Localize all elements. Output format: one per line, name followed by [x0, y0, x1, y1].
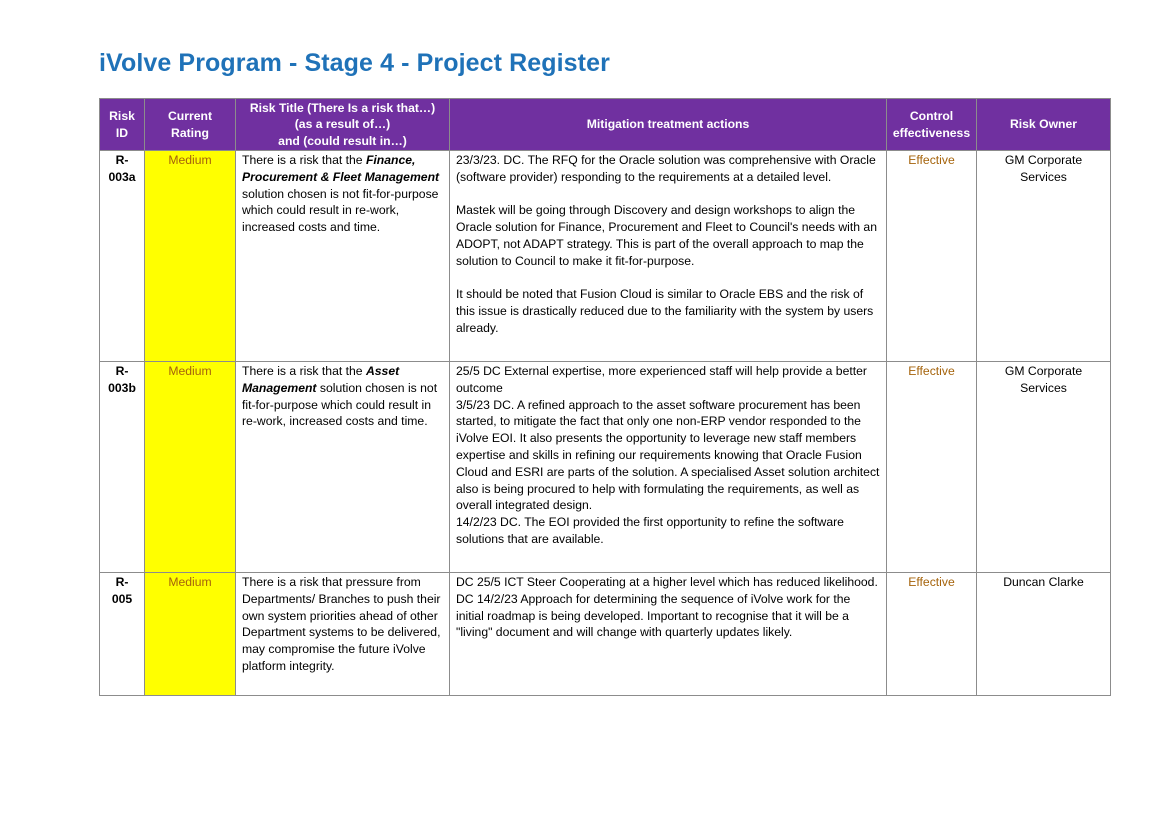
control-effectiveness-cell: Effective — [887, 151, 977, 362]
mitigation-paragraph: 14/2/23 DC. The EOI provided the first opportunity to refine the software solutions that are available. — [456, 515, 844, 546]
header-risk-owner: Risk Owner — [977, 99, 1111, 151]
risk-title-cell — [236, 362, 450, 573]
header-current-rating: Current Rating — [145, 99, 236, 151]
header-mitigation: Mitigation treatment actions — [450, 99, 887, 151]
mitigation-cell — [450, 573, 887, 696]
mitigation-paragraph: 3/5/23 DC. A refined approach to the asset software procurement has been started, to mitigate the fact that only one non-ERP vendor responded to the iVolve EOI. It also presents the opportunity to leverage new staff members expertise and skills in refining our requirements knowing that Oracle Fusion Cloud and ESRI are parts of the solution. A specialised Asset solution architect also is being procured to help with formulating the requirements, as well as overall integrated design. — [456, 397, 880, 513]
risk-title-prefix: There is a risk that pressure from Departments/ Branches to push their own system priorities ahead of other Department systems to be delivered, may compromise the future iVolve platform integrity. — [242, 575, 441, 673]
mitigation-paragraph: Mastek will be going through Discovery and design workshops to align the Oracle solution for Finance, Procurement and Fleet to Council's needs with an ADOPT, not ADAPT strategy. This is part of the overall approach to map the solution to Council to make it fit-for-purpose. — [456, 203, 877, 268]
risk-title-suffix: solution chosen is not fit-for-purpose which could result in re-work, increased costs and time. — [242, 186, 439, 235]
current-rating-cell: Medium — [145, 362, 236, 573]
risk-owner-cell: GM Corporate Services — [977, 151, 1111, 362]
risk-title-suffix: solution chosen is not fit-for-purpose which could result in re-work, increased costs and time. — [242, 380, 438, 429]
current-rating-cell: Medium — [145, 573, 236, 696]
header-risk-title-line2: and (could result in…) — [278, 133, 407, 148]
header-risk-id: Risk ID — [100, 99, 145, 151]
mitigation-cell — [450, 362, 887, 573]
risk-title-cell — [236, 151, 450, 362]
mitigation-paragraph: 23/3/23. DC. The RFQ for the Oracle solution was comprehensive with Oracle (software provider) responding to the requirements at a detailed level. — [456, 153, 876, 184]
header-risk-title-line1: Risk Title (There Is a risk that…) (as a result of…) — [249, 100, 436, 132]
table-row — [100, 362, 1111, 573]
risk-title-prefix: There is a risk that the — [242, 364, 366, 378]
risk-title-emphasis: Finance, Procurement & Fleet Management — [242, 153, 440, 184]
risk-title-cell — [236, 573, 450, 696]
header-risk-title — [236, 99, 450, 151]
risk-owner-cell: Duncan Clarke — [977, 573, 1111, 696]
header-control-effectiveness: Control effectiveness — [887, 99, 977, 151]
risk-owner-cell: GM Corporate Services — [977, 362, 1111, 573]
mitigation-paragraph: DC 14/2/23 Approach for determining the sequence of iVolve work for the initial roadmap is being developed. Important to recognise that it will be a "living" document and will change with quarterly updates likely. — [456, 591, 851, 640]
control-effectiveness-cell: Effective — [887, 362, 977, 573]
mitigation-cell — [450, 151, 887, 362]
mitigation-paragraph: 25/5 DC External expertise, more experienced staff will help provide a better outcome — [456, 364, 867, 395]
page-title: iVolve Program - Stage 4 - Project Register — [99, 49, 610, 77]
mitigation-paragraph: It should be noted that Fusion Cloud is similar to Oracle EBS and the risk of this issue is drastically reduced due to the familiarity with the system by users already. — [456, 287, 874, 335]
table-row — [100, 151, 1111, 362]
control-effectiveness-cell: Effective — [887, 573, 977, 696]
risk-id-cell: R-003b — [100, 362, 145, 573]
risk-id-cell: R-003a — [100, 151, 145, 362]
project-register-table — [99, 98, 1111, 696]
risk-title-prefix: There is a risk that the — [242, 153, 366, 167]
table-row — [100, 573, 1111, 696]
mitigation-paragraph: DC 25/5 ICT Steer Cooperating at a higher level which has reduced likelihood. — [456, 575, 878, 589]
risk-id-cell: R-005 — [100, 573, 145, 696]
current-rating-cell: Medium — [145, 151, 236, 362]
risk-title-emphasis: Asset Management — [242, 364, 400, 395]
table-header-row — [100, 99, 1111, 151]
